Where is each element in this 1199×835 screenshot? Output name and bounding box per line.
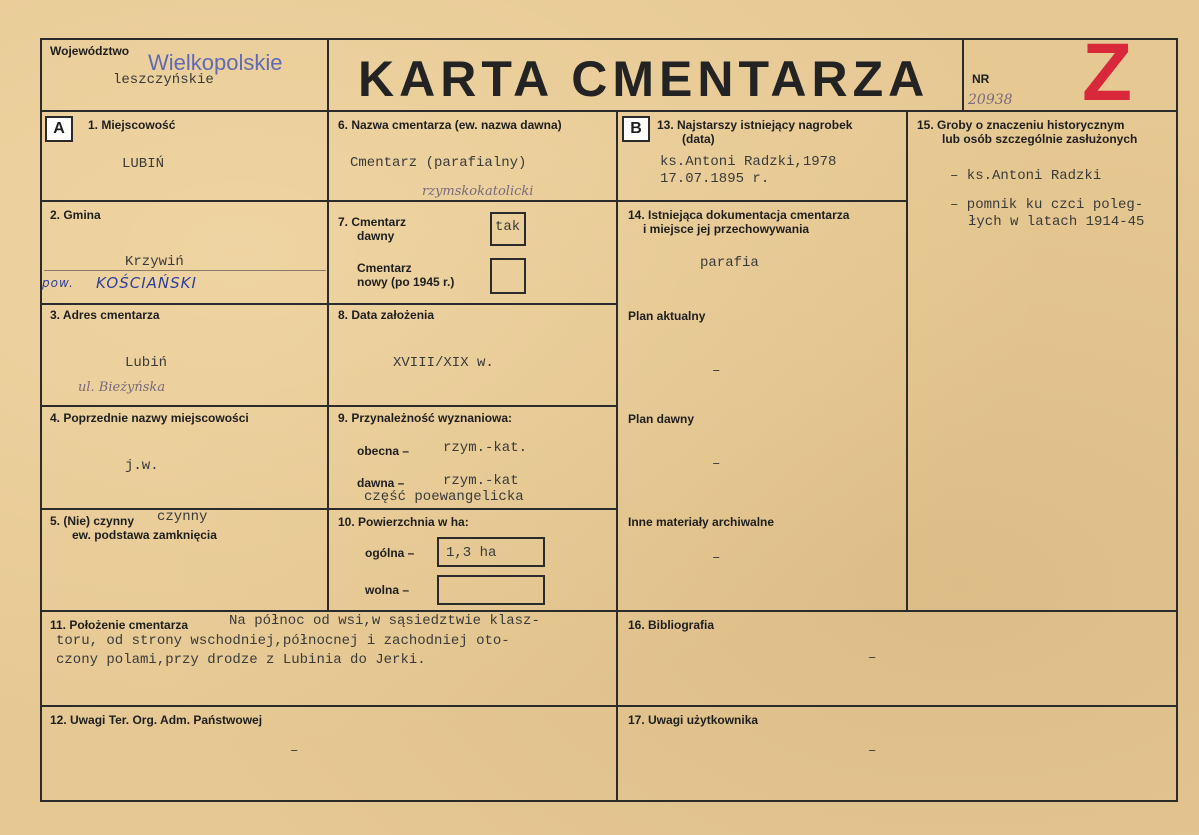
grid-line-row4: [40, 508, 618, 510]
bibliografia-label: 16. Bibliografia: [628, 618, 715, 632]
grid-line-b-row1: [616, 200, 908, 202]
poprzednie-nazwy-label: 4. Poprzednie nazwy miejscowości: [50, 411, 249, 425]
plan-dawny-label: Plan dawny: [628, 412, 695, 426]
ogolna-label: ogólna –: [365, 546, 415, 560]
grid-line-right: [1176, 38, 1178, 802]
ogolna-value: 1,3 ha: [446, 545, 497, 561]
groby-label-1: 15. Groby o znaczeniu historycznym: [917, 118, 1125, 132]
gmina-hand-value: KOŚCIAŃSKI: [96, 274, 197, 292]
podstawa-zamkniecia-label: ew. podstawa zamknięcia: [72, 528, 217, 542]
gmina-value: Krzywiń: [125, 254, 184, 270]
cmentarz-nowy-label-2: nowy (po 1945 r.): [357, 275, 455, 289]
cmentarz-dawny-label-2: dawny: [357, 229, 395, 243]
data-zalozenia-value: XVIII/XIX w.: [393, 355, 494, 371]
uwagi-ter-label: 12. Uwagi Ter. Org. Adm. Państwowej: [50, 713, 263, 727]
czynny-label: 5. (Nie) czynny: [50, 514, 135, 528]
page-title: KARTA CMENTARZA: [358, 51, 930, 107]
stamp-letter: Z: [1082, 27, 1133, 118]
grid-line-row1: [40, 200, 618, 202]
grid-line-header-v2: [962, 38, 964, 112]
najstarszy-nagrobek-line-2: 17.07.1895 r.: [660, 171, 770, 187]
poprzednie-nazwy-value: j.w.: [125, 458, 159, 474]
nr-label: NR: [972, 72, 990, 86]
dawna-label: dawna –: [357, 476, 405, 490]
adres-hand-value: ul. Bieżyńska: [78, 380, 166, 395]
wojewodztwo-stamp: Wielkopolskie: [148, 50, 283, 75]
groby-item-1: – ks.Antoni Radzki: [950, 168, 1102, 184]
grid-line-row2: [40, 303, 618, 305]
bibliografia-value: –: [868, 650, 877, 666]
cmentarz-dawny-label-1: 7. Cmentarz: [338, 215, 407, 229]
obecna-value: rzym.-kat.: [443, 440, 528, 456]
czynny-value: czynny: [157, 509, 208, 525]
dawna-value: rzym.-kat: [443, 473, 519, 489]
gmina-underline: [44, 270, 326, 271]
plan-aktualny-label: Plan aktualny: [628, 309, 706, 323]
najstarszy-nagrobek-label-2: (data): [682, 132, 715, 146]
nazwa-cmentarza-label: 6. Nazwa cmentarza (ew. nazwa dawna): [338, 118, 562, 132]
grid-line-row3: [40, 405, 618, 407]
cmentarz-nowy-label-1: Cmentarz: [357, 261, 412, 275]
section-a-badge: A: [45, 116, 73, 142]
przynaleznosc-label: 9. Przynależność wyznaniowa:: [338, 411, 513, 425]
polozenie-line-3: czony polami,przy drodze z Lubinia do Jerki.: [56, 652, 426, 668]
section-b-badge: B: [622, 116, 650, 142]
grid-line-top: [40, 38, 1178, 40]
wolna-label: wolna –: [365, 583, 410, 597]
najstarszy-nagrobek-label-1: 13. Najstarszy istniejący nagrobek: [657, 118, 853, 132]
dokumentacja-label-1: 14. Istniejąca dokumentacja cmentarza: [628, 208, 850, 222]
inne-materialy-label: Inne materiały archiwalne: [628, 515, 775, 529]
dokumentacja-value: parafia: [700, 255, 759, 271]
inne-materialy-value: –: [712, 550, 721, 566]
grid-line-bottom: [40, 800, 1178, 802]
uwagi-uzytkownika-label: 17. Uwagi użytkownika: [628, 713, 759, 727]
powierzchnia-label: 10. Powierzchnia w ha:: [338, 515, 469, 529]
adres-value: Lubiń: [125, 355, 168, 371]
dawna-value-2: część poewangelicka: [364, 489, 524, 505]
wojewodztwo-typed: leszczyńskie: [113, 72, 214, 88]
grid-line-header-bottom: [40, 110, 1178, 112]
grid-line-row6: [40, 705, 1178, 707]
groby-item-2-line-2: łych w latach 1914-45: [968, 214, 1145, 230]
data-zalozenia-label: 8. Data założenia: [338, 308, 435, 322]
polozenie-line-2: toru, od strony wschodniej,północnej i zachodniej oto-: [56, 633, 510, 649]
nazwa-cmentarza-value: Cmentarz (parafialny): [350, 155, 527, 171]
grid-line-v-col1: [327, 110, 329, 612]
najstarszy-nagrobek-line-1: ks.Antoni Radzki,1978: [660, 154, 837, 170]
grid-line-v-col2: [616, 110, 618, 802]
plan-aktualny-value: –: [712, 363, 721, 379]
adres-label: 3. Adres cmentarza: [50, 308, 160, 322]
obecna-label: obecna –: [357, 444, 410, 458]
plan-dawny-value: –: [712, 456, 721, 472]
wolna-box: [437, 575, 545, 605]
groby-item-2-line-1: – pomnik ku czci poleg-: [950, 197, 1144, 213]
polozenie-line-1: Na północ od wsi,w sąsiedztwie klasz-: [229, 613, 540, 629]
gmina-hand-prefix: pow.: [42, 276, 74, 290]
groby-label-2: lub osób szczególnie zasłużonych: [942, 132, 1138, 146]
dokumentacja-label-2: i miejsce jej przechowywania: [643, 222, 810, 236]
nr-value: 20938: [968, 92, 1013, 108]
wojewodztwo-label: Województwo: [50, 44, 130, 58]
grid-line-header-v1: [327, 38, 329, 112]
uwagi-ter-value: –: [290, 743, 299, 759]
cmentarz-dawny-value: tak: [495, 219, 521, 235]
nazwa-cmentarza-hand: rzymskokatolicki: [422, 184, 534, 199]
gmina-label: 2. Gmina: [50, 208, 101, 222]
uwagi-uzytkownika-value: –: [868, 743, 877, 759]
cmentarz-nowy-box: [490, 258, 526, 294]
grid-line-left: [40, 38, 42, 802]
grid-line-v-col3: [906, 110, 908, 612]
miejscowosc-value: LUBIŃ: [122, 156, 165, 172]
polozenie-label: 11. Położenie cmentarza: [50, 618, 189, 632]
miejscowosc-label: 1. Miejscowość: [88, 118, 176, 132]
grid-line-row5: [40, 610, 1178, 612]
